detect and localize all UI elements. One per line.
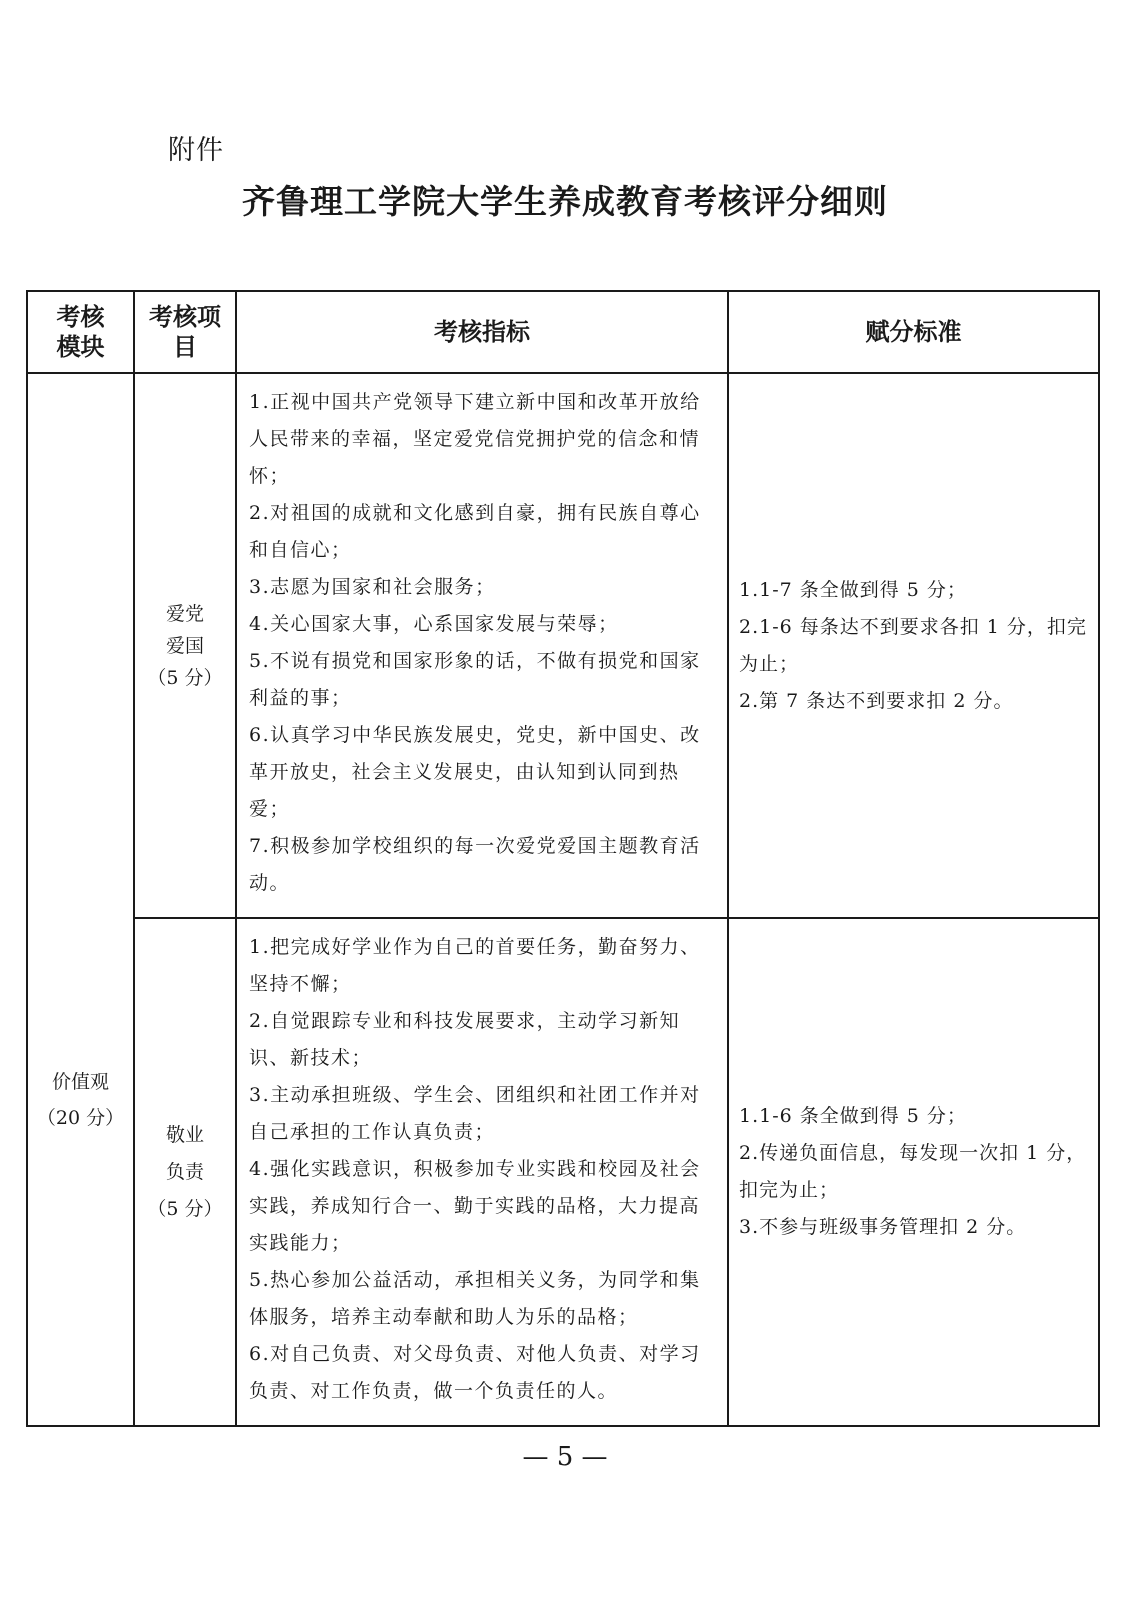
indicator-item: 3.主动承担班级、学生会、团组织和社团工作并对自己承担的工作认真负责； bbox=[249, 1084, 701, 1143]
item-line: 敬业 bbox=[165, 1123, 204, 1146]
item-cell bbox=[134, 918, 236, 1426]
item-line: 爱党 bbox=[165, 602, 204, 625]
scoring-table bbox=[26, 290, 1100, 1427]
criteria-item: 3.不参与班级事务管理扣 2 分。 bbox=[739, 1216, 1027, 1238]
document-title: 齐鲁理工学院大学生养成教育考核评分细则 bbox=[242, 182, 888, 221]
indicator-item: 2.自觉跟踪专业和科技发展要求，主动学习新知识、新技术； bbox=[249, 1010, 681, 1069]
module-score: （20 分） bbox=[36, 1106, 125, 1129]
item-line: 爱国 bbox=[165, 634, 204, 657]
indicator-item: 3.志愿为国家和社会服务； bbox=[249, 576, 496, 598]
attachment-label: 附件 bbox=[168, 135, 224, 166]
page-number: — 5 — bbox=[522, 1442, 608, 1472]
module-name: 价值观 bbox=[51, 1070, 109, 1093]
indicator-item: 6.对自己负责、对父母负责、对他人负责、对学习负责、对工作负责，做一个负责任的人。 bbox=[249, 1343, 701, 1402]
indicator-item: 4.强化实践意识，积极参加专业实践和校园及社会实践，养成知行合一、勤于实践的品格，大力提高实践能力； bbox=[249, 1158, 701, 1254]
header-item-line-2: 目 bbox=[173, 333, 197, 361]
header-item bbox=[134, 291, 236, 373]
indicator-item: 4.关心国家大事，心系国家发展与荣辱； bbox=[249, 613, 619, 635]
criteria-item: 2.第 7 条达不到要求扣 2 分。 bbox=[739, 689, 1014, 712]
header-criteria: 赋分标准 bbox=[728, 291, 1099, 373]
indicator-item: 2.对祖国的成就和文化感到自豪，拥有民族自尊心和自信心； bbox=[249, 502, 701, 561]
indicator-item: 1.把完成好学业作为自己的首要任务，勤奋努力、坚持不懈； bbox=[249, 936, 701, 995]
indicator-item: 1.正视中国共产党领导下建立新中国和改革开放给人民带来的幸福，坚定爱党信党拥护党的信念和情怀； bbox=[249, 391, 701, 487]
criteria-item: 1.1-6 条全做到得 5 分； bbox=[739, 1105, 967, 1127]
table-row bbox=[27, 918, 1099, 1426]
module-cell bbox=[27, 373, 134, 1426]
item-line: 负责 bbox=[165, 1160, 204, 1183]
table-header-row bbox=[27, 291, 1099, 373]
header-item-line-1: 考核项 bbox=[149, 303, 221, 331]
criteria-item: 2.1-6 每条达不到要求各扣 1 分，扣完为止； bbox=[739, 615, 1087, 675]
item-score: （5 分） bbox=[147, 1197, 223, 1220]
indicator-item: 7.积极参加学校组织的每一次爱党爱国主题教育活动。 bbox=[249, 835, 701, 894]
criteria-item: 2.传递负面信息，每发现一次扣 1 分，扣完为止； bbox=[739, 1142, 1087, 1201]
table-row bbox=[27, 373, 1099, 918]
indicator-item: 6.认真学习中华民族发展史，党史，新中国史、改革开放史，社会主义发展史，由认知到认同到热爱； bbox=[249, 724, 701, 820]
header-indicator: 考核指标 bbox=[236, 291, 728, 373]
criteria-cell bbox=[728, 373, 1099, 918]
item-score: （5 分） bbox=[147, 666, 223, 689]
indicator-item: 5.不说有损党和国家形象的话，不做有损党和国家利益的事； bbox=[249, 650, 701, 709]
indicator-cell bbox=[236, 373, 728, 918]
criteria-item: 1.1-7 条全做到得 5 分； bbox=[739, 578, 967, 601]
item-cell bbox=[134, 373, 236, 918]
indicator-item: 5.热心参加公益活动，承担相关义务，为同学和集体服务，培养主动奉献和助人为乐的品格； bbox=[249, 1269, 701, 1328]
indicator-cell bbox=[236, 918, 728, 1426]
criteria-cell bbox=[728, 918, 1099, 1426]
header-module-line-1: 考核 bbox=[56, 303, 105, 331]
header-module bbox=[27, 291, 134, 373]
header-module-line-2: 模块 bbox=[56, 333, 105, 361]
